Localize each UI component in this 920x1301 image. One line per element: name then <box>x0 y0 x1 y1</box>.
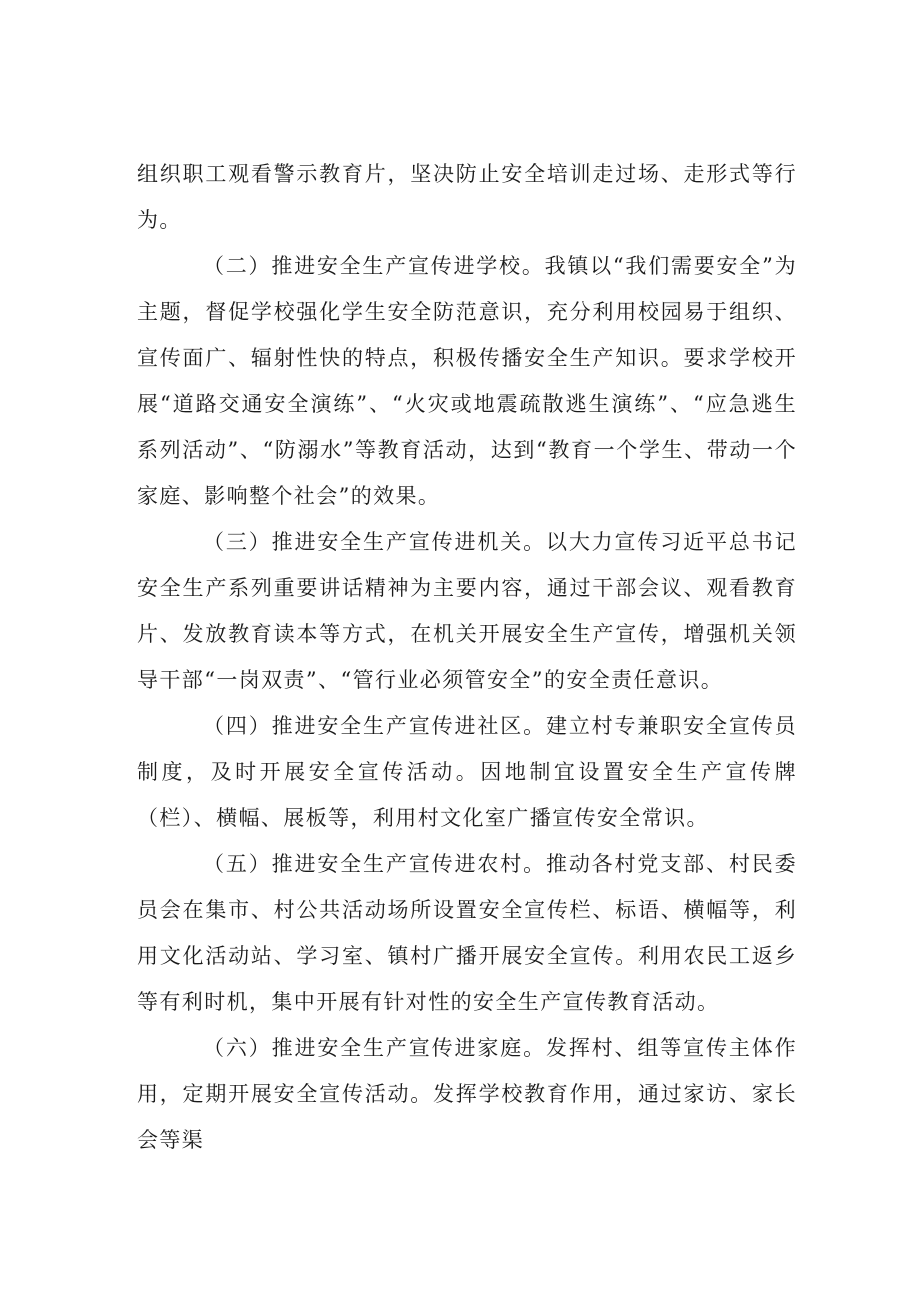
paragraph-families: （六）推进安全生产宣传进家庭。发挥村、组等宣传主体作用，定期开展安全宣传活动。发挥学校教育作用，通过家访、家长会等渠 <box>137 1036 797 1152</box>
paragraph-schools: （二）推进安全生产宣传进学校。我镇以“我们需要安全”为主题，督促学校强化学生安全防范意识，充分利用校园易于组织、宣传面广、辐射性快的特点，积极传播安全生产知识。要求学校开展“道路交通安全演练”、“火灾或地震疏散逃生演练”、“应急逃生系列活动”、“防溺水”等教育活动，达到“教育一个学生、带动一个家庭、影响整个社会”的效果。 <box>137 254 797 508</box>
document-body <box>137 151 797 1163</box>
paragraph-continuation: 组织职工观看警示教育片，坚决防止安全培训走过场、走形式等行为。 <box>137 162 797 232</box>
paragraph-villages: （五）推进安全生产宣传进农村。推动各村党支部、村民委员会在集市、村公共活动场所设置安全宣传栏、标语、横幅等，利用文化活动站、学习室、镇村广播开展安全宣传。利用农民工返乡等有利时机，集中开展有针对性的安全生产宣传教育活动。 <box>137 852 797 1014</box>
paragraph-government-offices: （三）推进安全生产宣传进机关。以大力宣传习近平总书记安全生产系列重要讲话精神为主要内容，通过干部会议、观看教育片、发放教育读本等方式，在机关开展安全生产宣传，增强机关领导干部“一岗双责”、“管行业必须管安全”的安全责任意识。 <box>137 530 797 692</box>
paragraph-communities: （四）推进安全生产宣传进社区。建立村专兼职安全宣传员制度，及时开展安全宣传活动。因地制宜设置安全生产宣传牌（栏）、横幅、展板等，利用村文化室广播宣传安全常识。 <box>137 714 797 830</box>
